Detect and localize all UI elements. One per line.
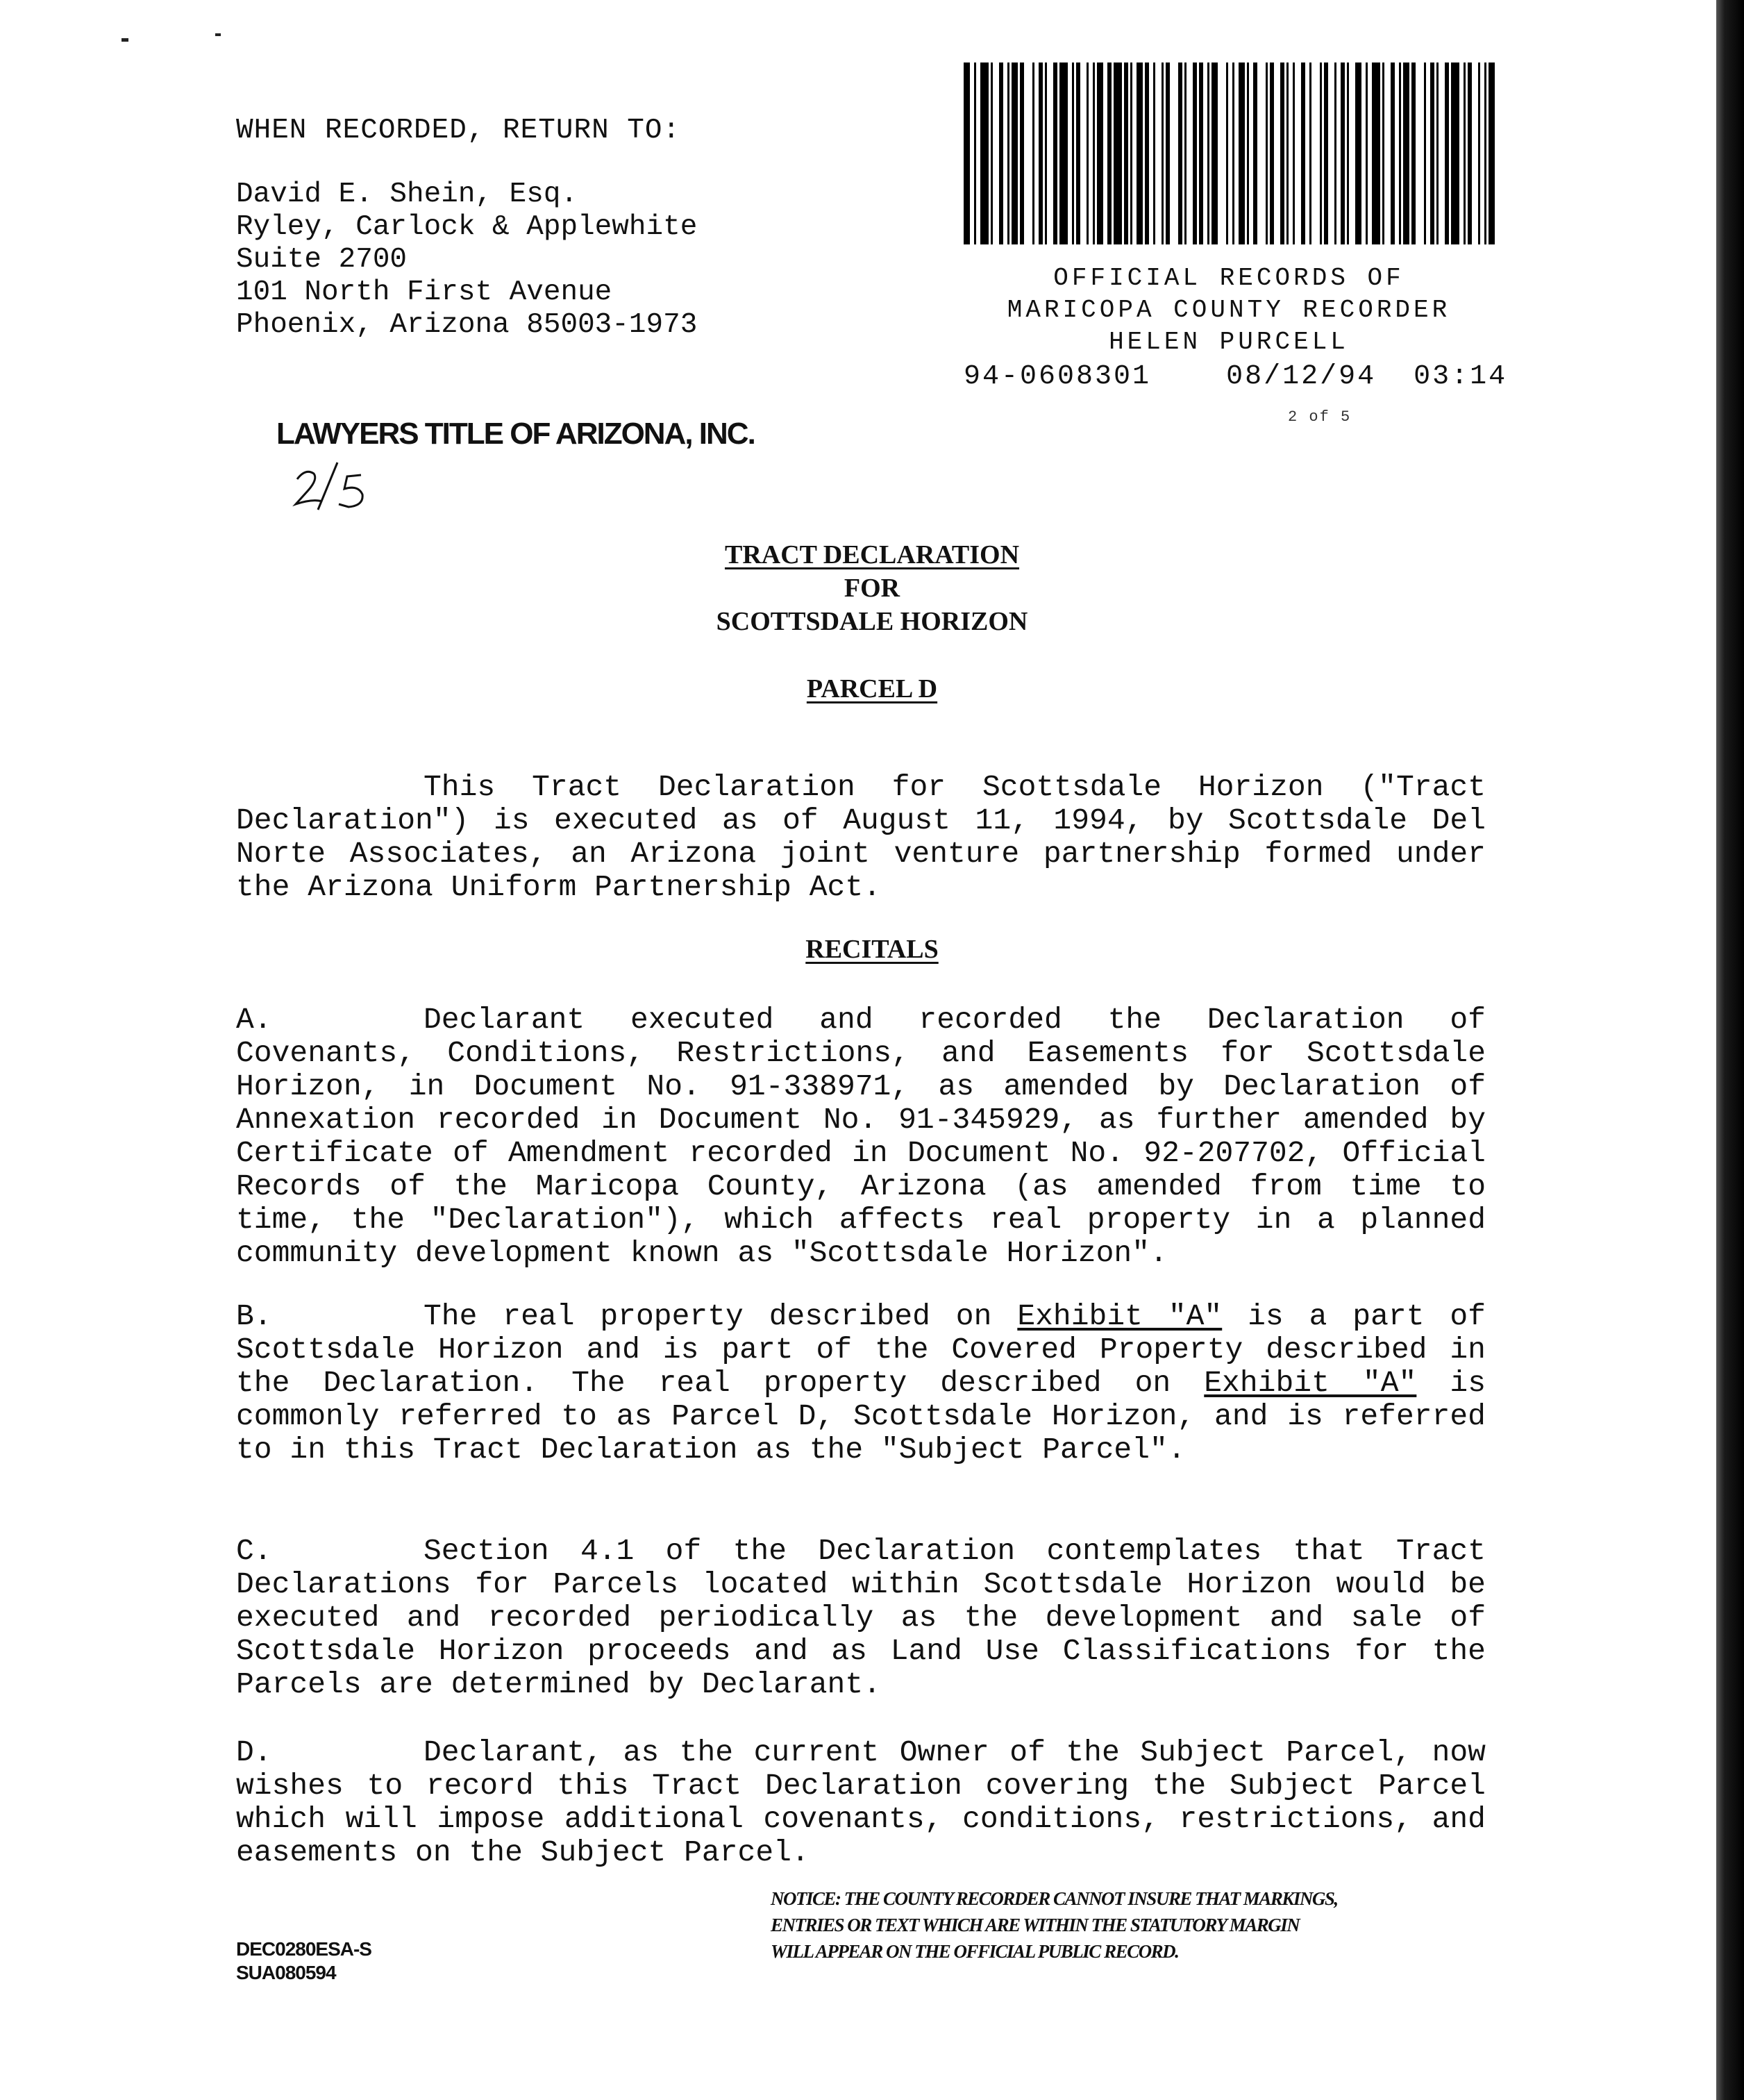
recorder-line: HELEN PURCELL [1109, 328, 1349, 356]
notice-line: NOTICE: THE COUNTY RECORDER CANNOT INSURE THAT MARKINGS, [771, 1888, 1338, 1909]
page-reference: 2 of 5 [1288, 408, 1352, 426]
barcode-bar [1349, 62, 1355, 244]
recitals-heading-text: RECITALS [805, 935, 939, 964]
barcode-bar [1257, 62, 1266, 244]
intro-text: This Tract Declaration for Scottsdale Horizon ("Tract Declaration") is executed as of August 11, 1994, by Scottsdale Del Norte Associates, an Arizona joint venture partnership formed under the Arizona Uniform Partnership Act. [236, 770, 1486, 904]
barcode-bar [980, 62, 989, 244]
barcode-bar [1451, 62, 1459, 244]
barcode-bar [1012, 62, 1018, 244]
recital-text: Declarant executed and recorded the Declaration of Covenants, Conditions, Restrictions, and Easements for Scottsdale Horizon, in Document No. 91-338971, as amended by Declaration of Annexation recorded in Document No. 91-345929, as further amended by Certificate of Amendment recorded in Document No. 92-207702, Official Records of the Maricopa County, Arizona (as amended from time to time, the "Declaration"), which affects real property in a planned community development known as "Scottsdale Horizon". [236, 1003, 1486, 1270]
barcode-bar [1047, 62, 1053, 244]
recitals-heading [0, 934, 1744, 965]
scan-speck [215, 33, 221, 36]
document-title [0, 538, 1744, 638]
title-line: FOR [844, 574, 900, 603]
recording-info [964, 361, 1507, 392]
doc-code-line: DEC0280ESA-S [236, 1938, 371, 1960]
barcode-bar [1059, 62, 1068, 244]
recital-label: D. [236, 1735, 272, 1769]
title-line: SCOTTSDALE HORIZON [716, 607, 1028, 636]
notice-line: ENTRIES OR TEXT WHICH ARE WITHIN THE STATUTORY MARGIN [771, 1915, 1300, 1935]
document-number: 94-0608301 [964, 361, 1152, 392]
intro-paragraph [236, 771, 1486, 904]
barcode-bar [1114, 62, 1122, 244]
barcode-bar [1403, 62, 1409, 244]
barcode-bar [1439, 62, 1445, 244]
recorder-stamp [958, 262, 1500, 358]
barcode-bar [1024, 62, 1032, 244]
recording-barcode [964, 62, 1498, 244]
doc-code-line: SUA080594 [236, 1962, 336, 1983]
return-heading: WHEN RECORDED, RETURN TO: [236, 115, 681, 147]
exhibit-reference: Exhibit "A" [1204, 1366, 1417, 1400]
barcode-bar [1311, 62, 1320, 244]
barcode-bar [1355, 62, 1361, 244]
parcel-heading [0, 674, 1744, 704]
barcode-bar [993, 62, 999, 244]
barcode-bar [1211, 62, 1218, 244]
recital-a [236, 1003, 1486, 1270]
return-address-block [236, 115, 697, 342]
return-line: David E. Shein, Esq. [236, 178, 578, 210]
recital-label: B. [236, 1299, 272, 1333]
barcode-bar [1080, 62, 1087, 244]
barcode-bar [1170, 62, 1178, 244]
barcode-bar [1372, 62, 1380, 244]
parcel-heading-text: PARCEL D [806, 674, 938, 703]
return-line: 101 North First Avenue [236, 276, 612, 308]
recital-text: is a part of Scottsdale Horizon and is part of the Covered Property described in the Declaration. The real property described on [236, 1299, 1486, 1400]
recorder-notice [771, 1885, 1338, 1965]
notice-line: WILL APPEAR ON THE OFFICIAL PUBLIC RECORD. [771, 1941, 1179, 1962]
barcode-bar [1218, 62, 1226, 244]
recital-label: A. [236, 1003, 272, 1037]
barcode-bar [1155, 62, 1162, 244]
barcode-bar [964, 62, 970, 244]
scan-speck [121, 38, 128, 42]
barcode-bar [1137, 62, 1143, 244]
recital-text: The real property described on [424, 1299, 992, 1333]
return-line: Phoenix, Arizona 85003-1973 [236, 309, 698, 341]
title-line: TRACT DECLARATION [724, 540, 1020, 569]
recorder-line: OFFICIAL RECORDS OF [1053, 264, 1405, 292]
title-company-stamp: LAWYERS TITLE OF ARIZONA, INC. [276, 417, 755, 451]
barcode-bar [1295, 62, 1301, 244]
exhibit-reference: Exhibit "A" [1017, 1299, 1223, 1333]
barcode-bar [1416, 62, 1424, 244]
recital-label: C. [236, 1534, 272, 1568]
barcode-bar [1495, 62, 1498, 244]
barcode-bar [1472, 62, 1478, 244]
barcode-bar [1328, 62, 1334, 244]
barcode-bar [1489, 62, 1495, 244]
barcode-bar [1097, 62, 1103, 244]
document-code [236, 1938, 371, 1985]
recording-time: 03:14 [1414, 361, 1508, 392]
recital-c [236, 1535, 1486, 1701]
barcode-bar [1274, 62, 1280, 244]
barcode-bar [1187, 62, 1193, 244]
recital-text: Declarant, as the current Owner of the Subject Parcel, now wishes to record this Tract Declaration covering the Subject Parcel which will impose additional covenants, conditions, restrictions, and easements on the Subject Parcel. [236, 1735, 1486, 1869]
recording-date: 08/12/94 [1226, 361, 1377, 392]
barcode-bar [1239, 62, 1245, 244]
recital-text: Section 4.1 of the Declaration contemplates that Tract Declarations for Parcels located within Scottsdale Horizon would be executed and recorded periodically as the development and sale of Scottsdale Horizon proceeds and as Land Use Classifications for the Parcels are determined by Declarant. [236, 1534, 1486, 1701]
recital-d [236, 1736, 1486, 1869]
recorder-line: MARICOPA COUNTY RECORDER [1007, 296, 1451, 324]
barcode-bar [1384, 62, 1391, 244]
return-line: Suite 2700 [236, 244, 408, 276]
recital-b [236, 1300, 1486, 1467]
scan-page-edge [1716, 0, 1744, 2100]
recital-text: is commonly referred to as Parcel D, Scottsdale Horizon, and is referred to in this Tract Declaration as the "Subject Parcel". [236, 1366, 1486, 1467]
handwritten-page-number [292, 458, 375, 514]
return-line: Ryley, Carlock & Applewhite [236, 211, 698, 243]
